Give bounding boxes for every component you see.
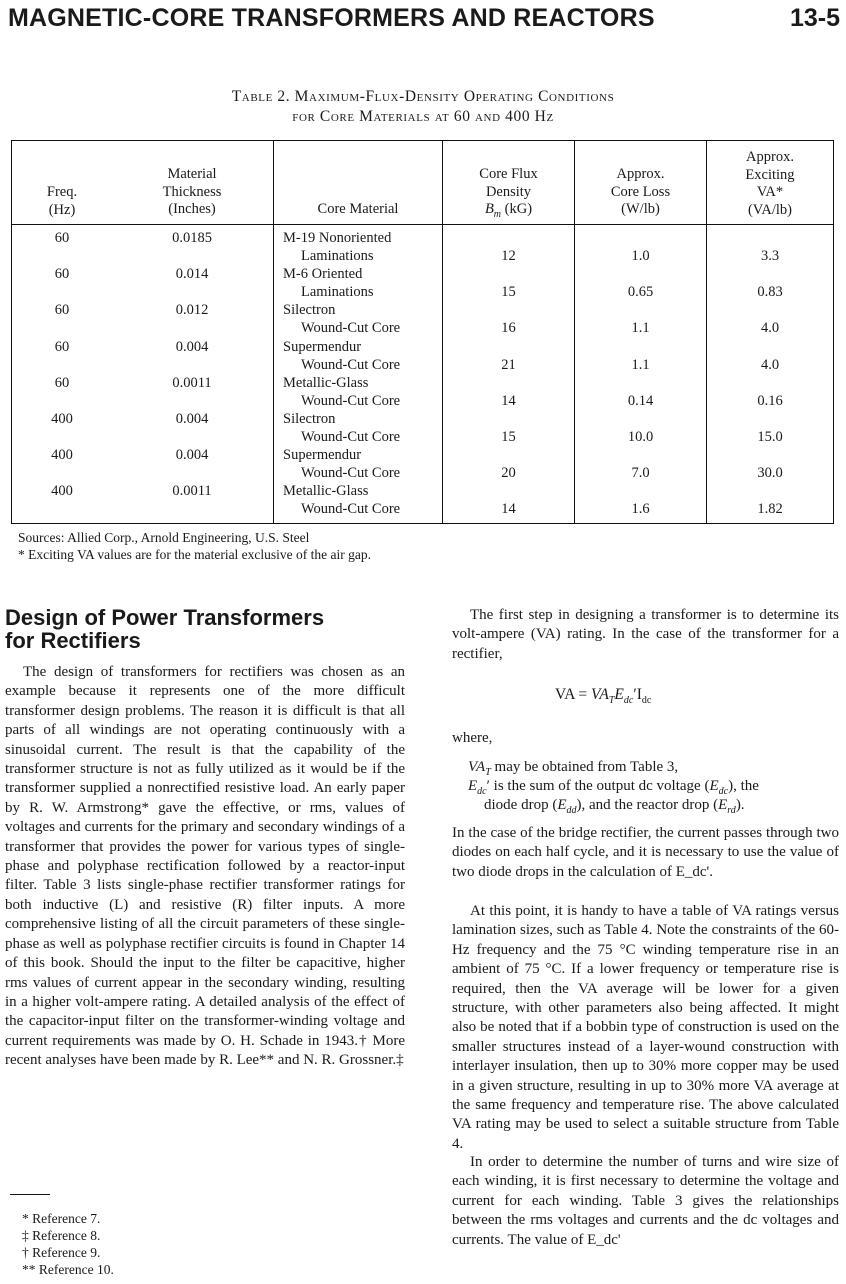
cell-flux: 14 bbox=[501, 392, 516, 409]
cell-va: 1.82 bbox=[757, 501, 783, 518]
cell-flux: 14 bbox=[501, 501, 516, 518]
cell-thickness: 0.004 bbox=[175, 338, 209, 355]
cell-va: 3.3 bbox=[760, 248, 780, 264]
table-caption-line2: for Core Materials at 60 and 400 Hz bbox=[292, 108, 554, 125]
header-rule bbox=[12, 224, 833, 225]
va-equation: VA = $VA_TE_{dc}'I_{dc}$ bbox=[555, 686, 652, 707]
cell-flux: 16 bbox=[501, 320, 516, 337]
cell-thickness: 0.0185 bbox=[172, 230, 212, 246]
cell-material-1: M-6 Oriented bbox=[283, 266, 363, 283]
cell-material-2: Wound-Cut Core bbox=[301, 356, 401, 373]
left-paragraph: The design of transformers for rectifiers was chosen as an example because it represents one of the more difficult transformer design problems. The reason it is difficult is that all parts of all windings are not operating continuously with a sinusoidal current. The result is that the capability of the transformer structure is not as fully utilized as it would be if the transformer supplied a nonrectified resistive load. An early paper by R. W. Armstrong* gave the effective, or rms, values of voltages and currents for the primary and secondary windings of a transformer that provides the power for various types of single-phase and polyphase rectification followed by a reactor-input filter. Table 3 lists single-phase rectifier transformer ratings for both inductive (L) and resistive (R) filter inputs. A more comprehensive listing of all the circuit parameters of these single-phase as well as polyphase rectifier circuits is found in Chapter 14 of this book. Should the input to the filter be capacitive, higher rms values of current appear in the secondary winding, resulting in a higher volt-ampere rating. A detailed analysis of the effect of the capacitor-input filter on the transformer-winding voltage and current requirements was made by O. H. Schade in 1943.† More recent analyses have been made by R. Lee** and N. R. Grossner.‡ bbox=[5, 664, 405, 1069]
table-sources: Sources: Allied Corp., Arnold Engineering, U.S. Steel bbox=[18, 530, 310, 545]
cell-thickness: 0.012 bbox=[175, 302, 209, 319]
where-label: where, bbox=[452, 730, 493, 746]
cell-material-2: Wound-Cut Core bbox=[301, 501, 401, 518]
cell-freq: 400 bbox=[51, 411, 73, 427]
cell-material-1: Metallic-Glass bbox=[283, 374, 369, 391]
definition-edc: $E_{dc}'$ is the sum of the output dc voltage $(E_{dc})$, the bbox=[468, 778, 759, 797]
definition-edc-cont: diode drop $(E_{dd})$, and the reactor drop $(E_{rd})$. bbox=[484, 797, 745, 816]
cell-va: 4.0 bbox=[760, 356, 780, 373]
cell-freq: 60 bbox=[54, 266, 70, 283]
header-flux-density: Core Flux Density $B_m$ (kG) bbox=[479, 166, 538, 220]
cell-loss: 1.6 bbox=[631, 501, 650, 518]
running-title: MAGNETIC-CORE TRANSFORMERS AND REACTORS bbox=[8, 4, 655, 32]
right-paragraph-2: In the case of the bridge rectifier, the current passes through two diodes on each half cycle, and it is necessary to use the value of two diode drops in the calculation of E_dc'. bbox=[452, 825, 839, 880]
footnote-ref10: ** Reference 10. bbox=[22, 1262, 114, 1277]
cell-flux: 12 bbox=[501, 248, 516, 264]
cell-thickness: 0.004 bbox=[175, 447, 209, 464]
cell-thickness: 0.014 bbox=[175, 266, 209, 283]
cell-flux: 15 bbox=[501, 284, 516, 301]
right-paragraph-3: At this point, it is handy to have a table of VA ratings versus lamination sizes, such as Table 4. Note the constraints of the 60-Hz frequency and the 75 °C winding temperature rise in an ambient of 75 °C. If a lower frequency or temperature rise is required, then the VA average will be lower for a given structure, with other parameters also being affected. It might also be noted that if a bobbin type of construction is used on the smaller structures instead of a layer-wound construction with interlayer insulation, then up to 30% more copper may be used in a given structure, resulting in up to 30% more VA average at the same frequency and temperature rise. The above calculated VA rating may be used to select a suitable structure from Table 4. bbox=[452, 903, 839, 1152]
cell-material-2: Wound-Cut Core bbox=[301, 465, 401, 482]
footnote-ref8: ‡ Reference 8. bbox=[22, 1228, 101, 1243]
cell-freq: 60 bbox=[54, 374, 70, 391]
cell-material-2: Wound-Cut Core bbox=[301, 429, 401, 445]
cell-freq: 60 bbox=[54, 230, 70, 246]
cell-freq: 60 bbox=[54, 302, 70, 319]
cell-material-2: Wound-Cut Core bbox=[301, 320, 401, 337]
cell-freq: 400 bbox=[51, 483, 73, 500]
cell-material-1: Metallic-Glass bbox=[283, 483, 369, 500]
cell-va: 4.0 bbox=[760, 320, 780, 337]
right-paragraph-4: In order to determine the number of turns and wire size of each winding, it is first necessary to determine the voltage and current for each winding. Table 3 gives the relationships between the rms voltages and currents and the dc voltages and currents. The value of E_dc' bbox=[452, 1154, 839, 1248]
cell-loss: 1.0 bbox=[631, 248, 650, 264]
cell-material-1: Supermendur bbox=[283, 338, 362, 355]
footnote-ref9: † Reference 9. bbox=[22, 1245, 101, 1260]
cell-material-1: Supermendur bbox=[283, 447, 362, 464]
cell-loss: 0.14 bbox=[627, 392, 654, 409]
cell-material-1: Silectron bbox=[283, 302, 336, 319]
cell-flux: 21 bbox=[501, 356, 516, 373]
section-heading: Design of Power Transformers for Rectifiers bbox=[5, 605, 325, 653]
right-intro: The first step in designing a transformer is to determine its volt-ampere (VA) rating. In the case of the transformer for a rectifier, bbox=[452, 607, 839, 662]
running-header bbox=[8, 4, 840, 34]
cell-va: 30.0 bbox=[757, 465, 783, 482]
cell-loss: 10.0 bbox=[627, 429, 654, 445]
cell-thickness: 0.004 bbox=[175, 411, 209, 427]
header-thickness: Material Thickness (Inches) bbox=[162, 166, 222, 217]
cell-material-2: Laminations bbox=[301, 284, 374, 301]
footnote-ref7: * Reference 7. bbox=[22, 1211, 101, 1226]
header-freq: Freq. (Hz) bbox=[46, 184, 78, 218]
cell-thickness: 0.0011 bbox=[172, 483, 212, 500]
cell-va: 15.0 bbox=[757, 429, 783, 445]
column-rule bbox=[273, 141, 274, 523]
cell-flux: 15 bbox=[501, 429, 516, 445]
cell-loss: 0.65 bbox=[627, 284, 654, 301]
core-materials-table bbox=[11, 140, 834, 524]
header-exciting-va: Approx. Exciting VA* (VA/lb) bbox=[745, 149, 795, 218]
cell-material-1: Silectron bbox=[283, 411, 336, 427]
cell-va: 0.83 bbox=[757, 284, 783, 301]
cell-material-2: Laminations bbox=[301, 248, 374, 264]
cell-material-2: Wound-Cut Core bbox=[301, 392, 401, 409]
cell-thickness: 0.0011 bbox=[172, 374, 212, 391]
header-core-loss: Approx. Core Loss (W/lb) bbox=[610, 166, 671, 217]
cell-va: 0.16 bbox=[757, 392, 783, 409]
table-caption-line1: Table 2. Maximum-Flux-Density Operating Conditions bbox=[231, 88, 615, 105]
cell-loss: 7.0 bbox=[631, 465, 650, 482]
definition-vat: $VA_T$ may be obtained from Table 3, bbox=[468, 759, 679, 778]
page-number: 13-5 bbox=[789, 4, 840, 32]
cell-flux: 20 bbox=[501, 465, 516, 482]
cell-loss: 1.1 bbox=[631, 356, 650, 373]
cell-freq: 400 bbox=[51, 447, 73, 464]
cell-freq: 60 bbox=[54, 338, 70, 355]
cell-loss: 1.1 bbox=[631, 320, 650, 337]
header-core-material: Core Material bbox=[317, 201, 399, 217]
cell-material-1: M-19 Nonoriented bbox=[283, 230, 392, 246]
footnote-rule bbox=[10, 1194, 50, 1195]
table-footnote: * Exciting VA values are for the material exclusive of the air gap. bbox=[18, 547, 372, 562]
